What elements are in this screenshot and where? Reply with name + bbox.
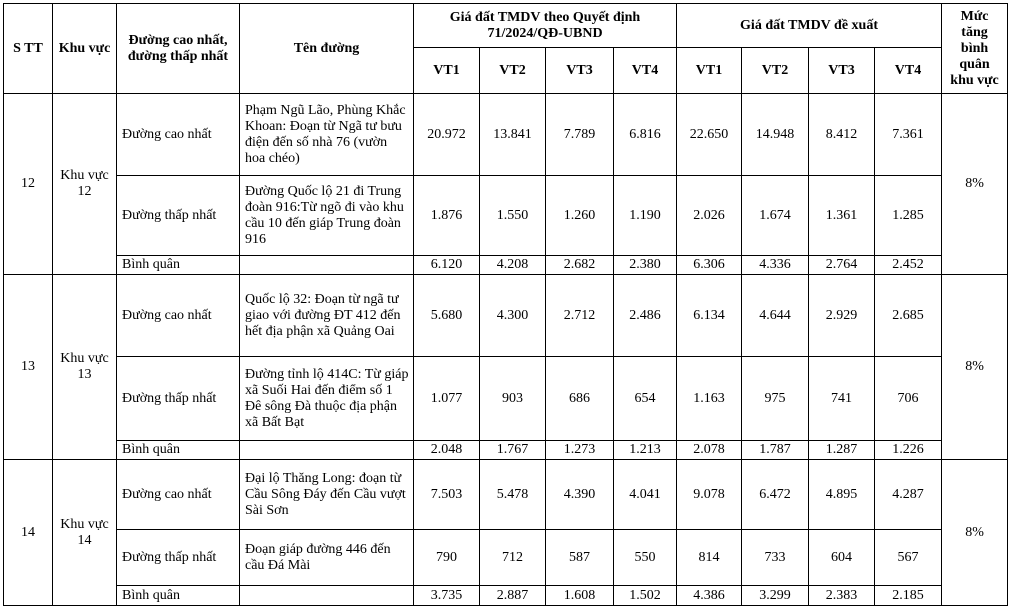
bq-qd-vt2-cell: 1.767: [480, 441, 546, 460]
empty-cell: [240, 586, 414, 606]
loai-duong-cell: Đường cao nhất: [117, 94, 240, 176]
binh-quan-label: Bình quân: [117, 256, 240, 275]
khu-vuc-cell: Khu vực 14: [53, 460, 117, 606]
qd-vt2-cell: 903: [480, 357, 546, 441]
dx-vt1-cell: 9.078: [677, 460, 742, 530]
header-vt2: VT2: [480, 48, 546, 94]
qd-vt2-cell: 4.300: [480, 275, 546, 357]
dx-vt2-cell: 1.674: [742, 176, 809, 256]
header-vt1: VT1: [677, 48, 742, 94]
qd-vt3-cell: 4.390: [546, 460, 614, 530]
binh-quan-label: Bình quân: [117, 441, 240, 460]
bq-dx-vt4-cell: 2.185: [875, 586, 942, 606]
qd-vt4-cell: 654: [614, 357, 677, 441]
header-stt: S TT: [4, 4, 53, 94]
dx-vt3-cell: 1.361: [809, 176, 875, 256]
header-vt3: VT3: [546, 48, 614, 94]
ten-duong-cell: Đoạn giáp đường 446 đến cầu Đá Mài: [240, 530, 414, 586]
bq-qd-vt4-cell: 1.502: [614, 586, 677, 606]
bq-qd-vt3-cell: 2.682: [546, 256, 614, 275]
dx-vt3-cell: 8.412: [809, 94, 875, 176]
loai-duong-cell: Đường cao nhất: [117, 275, 240, 357]
qd-vt3-cell: 686: [546, 357, 614, 441]
header-ten-duong: Tên đường: [240, 4, 414, 94]
ten-duong-cell: Đường Quốc lộ 21 đi Trung đoàn 916:Từ ngõ đi vào khu cầu 10 đến giáp Trung đoàn 916: [240, 176, 414, 256]
loai-duong-cell: Đường thấp nhất: [117, 530, 240, 586]
stt-cell: 13: [4, 275, 53, 460]
loai-duong-cell: Đường thấp nhất: [117, 176, 240, 256]
qd-vt2-cell: 13.841: [480, 94, 546, 176]
dx-vt1-cell: 2.026: [677, 176, 742, 256]
loai-duong-cell: Đường cao nhất: [117, 460, 240, 530]
bq-qd-vt3-cell: 1.608: [546, 586, 614, 606]
dx-vt3-cell: 741: [809, 357, 875, 441]
binh-quan-row: [4, 441, 1008, 460]
dx-vt4-cell: 706: [875, 357, 942, 441]
bq-qd-vt4-cell: 2.380: [614, 256, 677, 275]
binh-quan-label: Bình quân: [117, 586, 240, 606]
header-khu-vuc: Khu vực: [53, 4, 117, 94]
qd-vt3-cell: 587: [546, 530, 614, 586]
bq-qd-vt3-cell: 1.273: [546, 441, 614, 460]
qd-vt4-cell: 1.190: [614, 176, 677, 256]
dx-vt3-cell: 4.895: [809, 460, 875, 530]
dx-vt1-cell: 6.134: [677, 275, 742, 357]
header-vt1: VT1: [414, 48, 480, 94]
stt-cell: 14: [4, 460, 53, 606]
muc-tang-cell: 8%: [942, 460, 1008, 606]
binh-quan-row: [4, 256, 1008, 275]
bq-qd-vt1-cell: 3.735: [414, 586, 480, 606]
qd-vt3-cell: 1.260: [546, 176, 614, 256]
dx-vt1-cell: 22.650: [677, 94, 742, 176]
dx-vt4-cell: 567: [875, 530, 942, 586]
muc-tang-cell: 8%: [942, 94, 1008, 275]
header-vt4: VT4: [875, 48, 942, 94]
table-row: [4, 530, 1008, 586]
dx-vt2-cell: 4.644: [742, 275, 809, 357]
header-vt4: VT4: [614, 48, 677, 94]
header-muc-tang: Mức tăng bình quân khu vực: [942, 4, 1008, 94]
qd-vt1-cell: 790: [414, 530, 480, 586]
bq-qd-vt1-cell: 6.120: [414, 256, 480, 275]
qd-vt3-cell: 7.789: [546, 94, 614, 176]
bq-dx-vt3-cell: 2.383: [809, 586, 875, 606]
header-vt3: VT3: [809, 48, 875, 94]
table-row: [4, 176, 1008, 256]
ten-duong-cell: Phạm Ngũ Lão, Phùng Khắc Khoan: Đoạn từ Ngã tư bưu điện đến số nhà 76 (vườn hoa chéo): [240, 94, 414, 176]
bq-dx-vt2-cell: 1.787: [742, 441, 809, 460]
bq-dx-vt2-cell: 4.336: [742, 256, 809, 275]
binh-quan-row: [4, 586, 1008, 606]
qd-vt4-cell: 6.816: [614, 94, 677, 176]
qd-vt2-cell: 5.478: [480, 460, 546, 530]
bq-dx-vt2-cell: 3.299: [742, 586, 809, 606]
table-row: [4, 357, 1008, 441]
bq-dx-vt3-cell: 2.764: [809, 256, 875, 275]
land-price-table: [3, 3, 1008, 606]
dx-vt1-cell: 1.163: [677, 357, 742, 441]
dx-vt3-cell: 604: [809, 530, 875, 586]
qd-vt1-cell: 7.503: [414, 460, 480, 530]
loai-duong-cell: Đường thấp nhất: [117, 357, 240, 441]
bq-dx-vt1-cell: 6.306: [677, 256, 742, 275]
table-row: [4, 94, 1008, 176]
header-vt2: VT2: [742, 48, 809, 94]
bq-qd-vt2-cell: 2.887: [480, 586, 546, 606]
dx-vt2-cell: 733: [742, 530, 809, 586]
dx-vt2-cell: 6.472: [742, 460, 809, 530]
dx-vt4-cell: 2.685: [875, 275, 942, 357]
bq-dx-vt4-cell: 2.452: [875, 256, 942, 275]
dx-vt2-cell: 14.948: [742, 94, 809, 176]
dx-vt4-cell: 4.287: [875, 460, 942, 530]
stt-cell: 12: [4, 94, 53, 275]
qd-vt4-cell: 550: [614, 530, 677, 586]
khu-vuc-cell: Khu vực 13: [53, 275, 117, 460]
dx-vt2-cell: 975: [742, 357, 809, 441]
qd-vt1-cell: 1.077: [414, 357, 480, 441]
bq-dx-vt4-cell: 1.226: [875, 441, 942, 460]
khu-vuc-cell: Khu vực 12: [53, 94, 117, 275]
header-group-quyet-dinh: Giá đất TMDV theo Quyết định 71/2024/QĐ-UBND: [414, 4, 677, 48]
empty-cell: [240, 441, 414, 460]
dx-vt4-cell: 1.285: [875, 176, 942, 256]
qd-vt1-cell: 1.876: [414, 176, 480, 256]
table-row: [4, 460, 1008, 530]
ten-duong-cell: Đường tỉnh lộ 414C: Từ giáp xã Suối Hai đến điểm số 1 Đê sông Đà thuộc địa phận xã Bất Bạt: [240, 357, 414, 441]
qd-vt4-cell: 2.486: [614, 275, 677, 357]
bq-dx-vt3-cell: 1.287: [809, 441, 875, 460]
dx-vt4-cell: 7.361: [875, 94, 942, 176]
qd-vt3-cell: 2.712: [546, 275, 614, 357]
bq-qd-vt4-cell: 1.213: [614, 441, 677, 460]
ten-duong-cell: Quốc lộ 32: Đoạn từ ngã tư giao với đường ĐT 412 đến hết địa phận xã Quảng Oai: [240, 275, 414, 357]
qd-vt1-cell: 5.680: [414, 275, 480, 357]
header-group-de-xuat: Giá đất TMDV đề xuất: [677, 4, 942, 48]
ten-duong-cell: Đại lộ Thăng Long: đoạn từ Cầu Sông Đáy đến Cầu vượt Sài Sơn: [240, 460, 414, 530]
bq-dx-vt1-cell: 2.078: [677, 441, 742, 460]
qd-vt2-cell: 1.550: [480, 176, 546, 256]
muc-tang-cell: 8%: [942, 275, 1008, 460]
dx-vt3-cell: 2.929: [809, 275, 875, 357]
qd-vt1-cell: 20.972: [414, 94, 480, 176]
qd-vt2-cell: 712: [480, 530, 546, 586]
header-loai-duong: Đường cao nhất, đường thấp nhất: [117, 4, 240, 94]
bq-dx-vt1-cell: 4.386: [677, 586, 742, 606]
qd-vt4-cell: 4.041: [614, 460, 677, 530]
dx-vt1-cell: 814: [677, 530, 742, 586]
table-body: [4, 94, 1008, 606]
table-row: [4, 275, 1008, 357]
empty-cell: [240, 256, 414, 275]
bq-qd-vt2-cell: 4.208: [480, 256, 546, 275]
bq-qd-vt1-cell: 2.048: [414, 441, 480, 460]
